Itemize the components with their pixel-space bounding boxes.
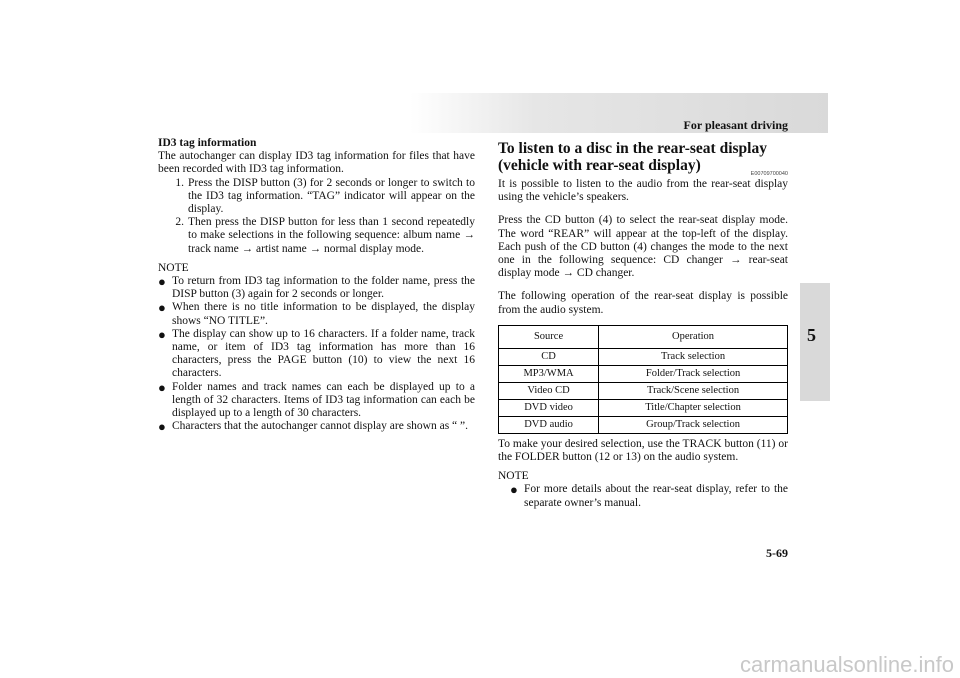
list-item — [158, 216, 475, 256]
step-text: Then press the DISP button for less than 1 second repeatedly to make selections in the following sequence: album name → track name → artist name → normal display mode. — [188, 216, 475, 255]
table-header: Source — [499, 325, 599, 348]
list-item — [158, 420, 475, 433]
note-text: For more details about the rear-seat display, refer to the separate owner’s manual. — [524, 483, 788, 509]
note-text: To return from ID3 tag information to the folder name, press the DISP button (3) again for 2 seconds or longer. — [172, 275, 475, 301]
list-item — [158, 328, 475, 381]
table-cell: Video CD — [499, 382, 599, 399]
table-row — [499, 416, 788, 433]
rear-para-2: Press the CD button (4) to select the rear-seat display mode. The word “REAR” will appear at the top-left of the display. Each push of the CD button (4) changes the mode to the next one in the following sequence: CD changer → rear-seat display mode → CD changer. — [498, 214, 788, 280]
step-text: Press the DISP button (3) for 2 seconds or longer to switch to the ID3 tag information. “TAG” indicator will appear on the display. — [188, 176, 475, 216]
table-row — [499, 348, 788, 365]
id3-intro: The autochanger can display ID3 tag information for files that have been recorded with ID3 tag information. — [158, 150, 475, 176]
table-cell: Track/Scene selection — [599, 382, 788, 399]
table-cell: Title/Chapter selection — [599, 399, 788, 416]
id3-steps — [158, 177, 475, 256]
watermark: carmanualsonline.info — [739, 652, 954, 677]
list-item — [158, 275, 475, 301]
list-item — [510, 483, 788, 509]
table-cell: MP3/WMA — [499, 365, 599, 382]
note-label: NOTE — [158, 261, 189, 274]
chapter-tab — [800, 283, 830, 401]
table-header: Operation — [599, 325, 788, 348]
operation-table — [498, 325, 788, 434]
list-item — [158, 381, 475, 421]
note-text: Characters that the autochanger cannot display are shown as “ ”. — [172, 420, 469, 433]
table-cell: Folder/Track selection — [599, 365, 788, 382]
table-cell: DVD video — [499, 399, 599, 416]
bullet-icon: ● — [158, 300, 166, 316]
list-item — [158, 301, 475, 327]
table-row — [499, 382, 788, 399]
bullet-icon: ● — [158, 326, 166, 342]
bullet-icon: ● — [158, 419, 166, 435]
chapter-number: 5 — [807, 325, 816, 345]
rear-para-3: The following operation of the rear-seat display is possible from the audio system. — [498, 290, 788, 316]
bullet-icon: ● — [158, 274, 166, 290]
rear-para-1: It is possible to listen to the audio from the rear-seat display using the vehicle’s speakers. — [498, 178, 788, 204]
note-text: The display can show up to 16 characters. If a folder name, track name, or item of ID3 tag information has more than 16 characters, press the PAGE button (10) to view the next 16 characters. — [172, 327, 475, 380]
page-number: 5-69 — [766, 546, 788, 560]
section-code: E00709700040 — [750, 171, 788, 177]
table-header-row — [499, 325, 788, 348]
table-cell: Group/Track selection — [599, 416, 788, 433]
step-number: 2. — [175, 216, 184, 229]
list-item — [158, 177, 475, 217]
note-list — [498, 483, 788, 509]
bullet-icon: ● — [510, 482, 518, 498]
table-cell: DVD audio — [499, 416, 599, 433]
rear-para-4: To make your desired selection, use the TRACK button (11) or the FOLDER button (12 or 13) on the audio system. — [498, 437, 788, 464]
table-cell: Track selection — [599, 348, 788, 365]
id3-heading: ID3 tag information — [158, 137, 257, 149]
table-row — [499, 365, 788, 382]
left-column — [158, 137, 475, 433]
header-title: For pleasant driving — [683, 118, 788, 132]
note-list — [158, 275, 475, 433]
note-label: NOTE — [498, 470, 529, 483]
table-row — [499, 399, 788, 416]
right-column — [498, 140, 788, 510]
table-cell: CD — [499, 348, 599, 365]
step-number: 1. — [175, 176, 184, 189]
note-text: When there is no title information to be displayed, the display shows “NO TITLE”. — [172, 301, 475, 327]
section-title: To listen to a disc in the rear-seat display (vehicle with rear-seat display) — [498, 140, 767, 174]
note-text: Folder names and track names can each be displayed up to a length of 32 characters. Items of ID3 tag information can each be displayed up to a length of 30 characters. — [172, 380, 475, 420]
bullet-icon: ● — [158, 379, 166, 395]
